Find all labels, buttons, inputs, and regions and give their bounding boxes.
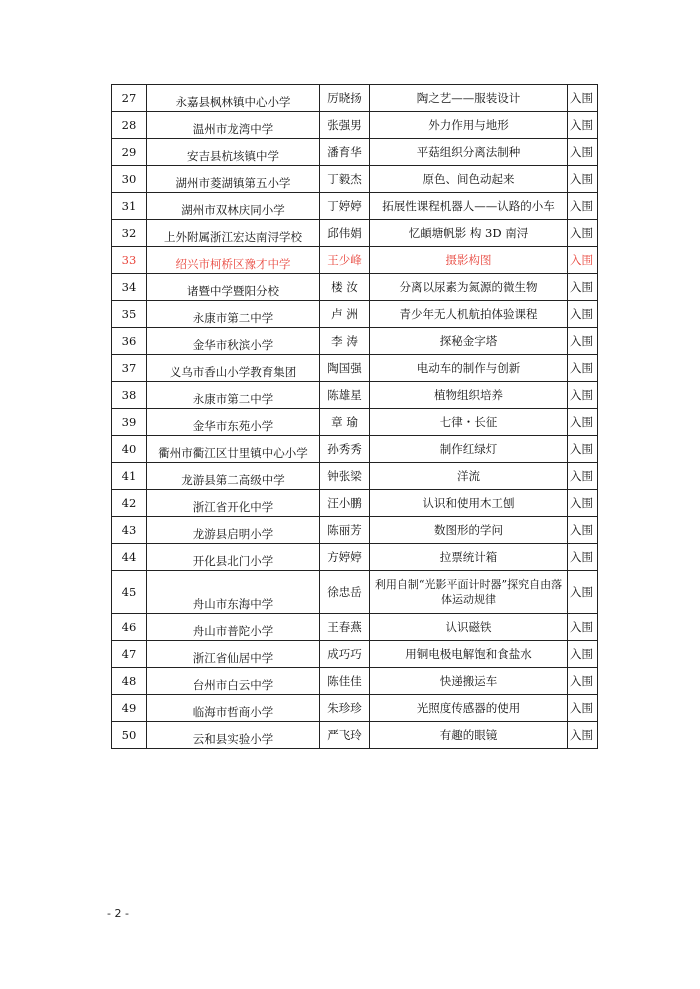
- status-label: 入围: [568, 139, 598, 166]
- project-title: 分离以尿素为氮源的微生物: [370, 274, 568, 301]
- teacher-name: 丁毅杰: [320, 166, 370, 193]
- school-name: 永康市第二中学: [147, 382, 320, 409]
- project-title: 拓展性课程机器人——认路的小车: [370, 193, 568, 220]
- teacher-name: 王春燕: [320, 614, 370, 641]
- status-label: 入围: [568, 722, 598, 749]
- status-label: 入围: [568, 328, 598, 355]
- row-number: 30: [112, 166, 147, 193]
- school-name: 临海市哲商小学: [147, 695, 320, 722]
- row-number: 33: [112, 247, 147, 274]
- project-title: 青少年无人机航拍体验课程: [370, 301, 568, 328]
- table-row: [112, 112, 598, 139]
- row-number: 32: [112, 220, 147, 247]
- row-number: 46: [112, 614, 147, 641]
- row-number: 37: [112, 355, 147, 382]
- project-title: 有趣的眼镜: [370, 722, 568, 749]
- status-label: 入围: [568, 220, 598, 247]
- project-title: 洋流: [370, 463, 568, 490]
- table-row: [112, 544, 598, 571]
- table-row: [112, 463, 598, 490]
- table-row: [112, 614, 598, 641]
- status-label: 入围: [568, 668, 598, 695]
- results-table: [111, 84, 598, 749]
- row-number: 39: [112, 409, 147, 436]
- teacher-name: 朱珍珍: [320, 695, 370, 722]
- teacher-name: 邱伟娟: [320, 220, 370, 247]
- teacher-name: 成巧巧: [320, 641, 370, 668]
- project-title: 拉票统计箱: [370, 544, 568, 571]
- project-title: 用铜电极电解饱和食盐水: [370, 641, 568, 668]
- school-name: 舟山市东海中学: [147, 571, 320, 614]
- project-title: 认识和使用木工刨: [370, 490, 568, 517]
- school-name: 湖州市菱湖镇第五小学: [147, 166, 320, 193]
- status-label: 入围: [568, 695, 598, 722]
- status-label: 入围: [568, 571, 598, 614]
- row-number: 49: [112, 695, 147, 722]
- table-row: [112, 641, 598, 668]
- teacher-name: 张强男: [320, 112, 370, 139]
- table-row: [112, 355, 598, 382]
- table-row: [112, 274, 598, 301]
- school-name: 开化县北门小学: [147, 544, 320, 571]
- teacher-name: 陶国强: [320, 355, 370, 382]
- table-row: [112, 139, 598, 166]
- row-number: 44: [112, 544, 147, 571]
- table-row: [112, 517, 598, 544]
- row-number: 27: [112, 85, 147, 112]
- teacher-name: 汪小鹏: [320, 490, 370, 517]
- project-title: 摄影构图: [370, 247, 568, 274]
- status-label: 入围: [568, 614, 598, 641]
- teacher-name: 厉晓扬: [320, 85, 370, 112]
- project-title: 植物组织培养: [370, 382, 568, 409]
- teacher-name: 楼 汝: [320, 274, 370, 301]
- project-title: 平菇组织分离法制种: [370, 139, 568, 166]
- project-title: 快递搬运车: [370, 668, 568, 695]
- school-name: 上外附属浙江宏达南浔学校: [147, 220, 320, 247]
- row-number: 47: [112, 641, 147, 668]
- status-label: 入围: [568, 436, 598, 463]
- status-label: 入围: [568, 517, 598, 544]
- teacher-name: 方婷婷: [320, 544, 370, 571]
- project-title: 数图形的学问: [370, 517, 568, 544]
- status-label: 入围: [568, 409, 598, 436]
- status-label: 入围: [568, 490, 598, 517]
- teacher-name: 陈佳佳: [320, 668, 370, 695]
- page-number: - 2 -: [107, 907, 129, 920]
- teacher-name: 章 瑜: [320, 409, 370, 436]
- teacher-name: 王少峰: [320, 247, 370, 274]
- teacher-name: 钟张梁: [320, 463, 370, 490]
- row-number: 34: [112, 274, 147, 301]
- table-row: [112, 193, 598, 220]
- project-title: 认识磁铁: [370, 614, 568, 641]
- status-label: 入围: [568, 355, 598, 382]
- project-title: 原色、间色动起来: [370, 166, 568, 193]
- row-number: 48: [112, 668, 147, 695]
- row-number: 31: [112, 193, 147, 220]
- teacher-name: 严飞玲: [320, 722, 370, 749]
- school-name: 温州市龙湾中学: [147, 112, 320, 139]
- school-name: 舟山市普陀小学: [147, 614, 320, 641]
- school-name: 龙游县启明小学: [147, 517, 320, 544]
- school-name: 永嘉县枫林镇中心小学: [147, 85, 320, 112]
- school-name: 台州市白云中学: [147, 668, 320, 695]
- project-title: 电动车的制作与创新: [370, 355, 568, 382]
- school-name: 湖州市双林庆同小学: [147, 193, 320, 220]
- row-number: 28: [112, 112, 147, 139]
- project-title: 探秘金字塔: [370, 328, 568, 355]
- status-label: 入围: [568, 641, 598, 668]
- status-label: 入围: [568, 112, 598, 139]
- teacher-name: 潘育华: [320, 139, 370, 166]
- school-name: 衢州市衢江区廿里镇中心小学: [147, 436, 320, 463]
- row-number: 43: [112, 517, 147, 544]
- status-label: 入围: [568, 247, 598, 274]
- table-row: [112, 668, 598, 695]
- school-name: 绍兴市柯桥区豫才中学: [147, 247, 320, 274]
- row-number: 42: [112, 490, 147, 517]
- school-name: 金华市秋滨小学: [147, 328, 320, 355]
- table-row: [112, 382, 598, 409]
- row-number: 35: [112, 301, 147, 328]
- table-row: [112, 409, 598, 436]
- teacher-name: 陈丽芳: [320, 517, 370, 544]
- table-row: [112, 695, 598, 722]
- project-title: 七律・长征: [370, 409, 568, 436]
- status-label: 入围: [568, 382, 598, 409]
- project-title: 外力作用与地形: [370, 112, 568, 139]
- teacher-name: 徐忠岳: [320, 571, 370, 614]
- teacher-name: 丁婷婷: [320, 193, 370, 220]
- status-label: 入围: [568, 544, 598, 571]
- school-name: 义乌市香山小学教育集团: [147, 355, 320, 382]
- school-name: 永康市第二中学: [147, 301, 320, 328]
- school-name: 诸暨中学暨阳分校: [147, 274, 320, 301]
- school-name: 龙游县第二高级中学: [147, 463, 320, 490]
- project-title: 忆頔塘帆影 构 3D 南浔: [370, 220, 568, 247]
- row-number: 36: [112, 328, 147, 355]
- teacher-name: 李 涛: [320, 328, 370, 355]
- school-name: 安吉县杭垓镇中学: [147, 139, 320, 166]
- status-label: 入围: [568, 193, 598, 220]
- table-row: [112, 490, 598, 517]
- row-number: 41: [112, 463, 147, 490]
- school-name: 云和县实验小学: [147, 722, 320, 749]
- project-title: 光照度传感器的使用: [370, 695, 568, 722]
- table-row: [112, 436, 598, 463]
- project-title: 制作红绿灯: [370, 436, 568, 463]
- row-number: 50: [112, 722, 147, 749]
- teacher-name: 孙秀秀: [320, 436, 370, 463]
- table-row-highlighted: [112, 247, 598, 274]
- status-label: 入围: [568, 274, 598, 301]
- table-row: [112, 166, 598, 193]
- table-row: [112, 301, 598, 328]
- row-number: 38: [112, 382, 147, 409]
- table-row: [112, 328, 598, 355]
- school-name: 浙江省开化中学: [147, 490, 320, 517]
- table-row: [112, 220, 598, 247]
- school-name: 浙江省仙居中学: [147, 641, 320, 668]
- status-label: 入围: [568, 301, 598, 328]
- status-label: 入围: [568, 85, 598, 112]
- row-number: 29: [112, 139, 147, 166]
- project-title: 陶之艺——服装设计: [370, 85, 568, 112]
- project-title: 利用自制“光影平面计时器”探究自由落体运动规律: [370, 571, 568, 614]
- school-name: 金华市东苑小学: [147, 409, 320, 436]
- status-label: 入围: [568, 166, 598, 193]
- row-number: 40: [112, 436, 147, 463]
- table-row: [112, 722, 598, 749]
- teacher-name: 陈雄星: [320, 382, 370, 409]
- table-row: [112, 85, 598, 112]
- status-label: 入围: [568, 463, 598, 490]
- table-row: [112, 571, 598, 614]
- teacher-name: 卢 洲: [320, 301, 370, 328]
- row-number: 45: [112, 571, 147, 614]
